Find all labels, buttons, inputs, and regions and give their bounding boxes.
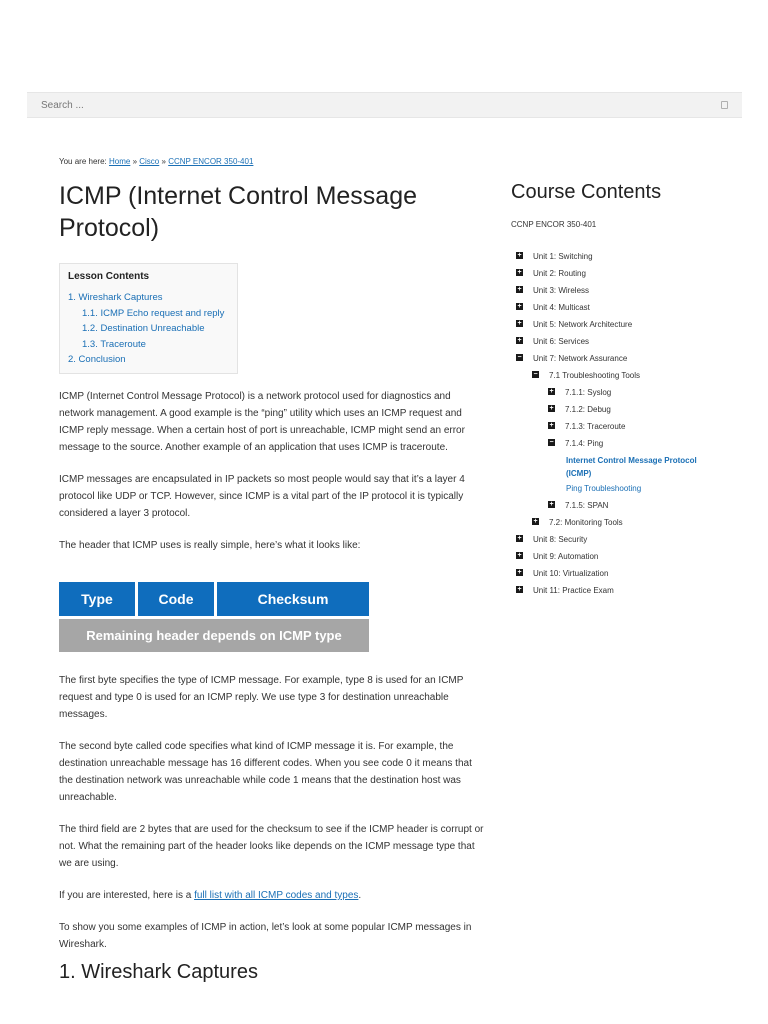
paragraph: The third field are 2 bytes that are used for the checksum to see if the ICMP header is corrupt or not. What the remaining part of the header looks like depends on the ICMP message type that we are using. (59, 824, 484, 869)
tree-traceroute[interactable] (516, 418, 746, 435)
toc-item (68, 337, 229, 353)
tree-unit-2[interactable] (516, 265, 746, 282)
sidebar-title: Course Contents (511, 181, 662, 203)
paragraph: The second byte called code specifies what kind of ICMP message it is. For example, the destination unreachable message has 16 different codes. When you see code 0 it means that the destination network was unreachable while code 1 means that the destination host was unreachable. (59, 741, 472, 803)
toc-link-echo-request-reply[interactable]: 1.1. ICMP Echo request and reply (82, 307, 225, 319)
tree-unit-7[interactable] (516, 350, 746, 367)
paragraph: The header that ICMP uses is really simple, here’s what it looks like: (59, 540, 361, 551)
icmp-codes-link[interactable]: full list with all ICMP codes and types (194, 890, 359, 901)
tree-unit-11[interactable] (516, 582, 746, 599)
minus-icon[interactable]: − (533, 371, 538, 378)
tree-troubleshooting-tools[interactable] (516, 367, 746, 384)
tree-unit-10[interactable] (516, 565, 746, 582)
plus-icon[interactable]: + (517, 586, 522, 593)
tree-unit-6[interactable] (516, 333, 746, 350)
search-bar (27, 92, 742, 118)
plus-icon[interactable]: + (549, 501, 554, 508)
header-field-checksum: Checksum (217, 582, 369, 616)
header-field-remaining: Remaining header depends on ICMP type (59, 619, 369, 652)
tree-label: 7.1 Troubleshooting Tools (549, 371, 641, 380)
paragraph-text: If you are interested, here is a (59, 890, 195, 901)
tree-label: Unit 7: Network Assurance (533, 354, 628, 363)
breadcrumb-prefix: You are here: (59, 157, 107, 166)
breadcrumb-cisco[interactable]: Cisco (139, 157, 160, 166)
toc-link-destination-unreachable[interactable]: 1.2. Destination Unreachable (82, 323, 205, 334)
paragraph: ICMP (Internet Control Message Protocol) is a network protocol used for diagnostics and network management. A good example is the “ping” utility which uses an ICMP request and ICMP reply message. When a certain host of port is unreachable, ICMP might send an error message to the source. Another example of an application that uses ICMP is traceroute. (59, 391, 465, 453)
tree-label: 7.1.3: Traceroute (565, 422, 626, 431)
plus-icon[interactable]: + (517, 252, 522, 259)
paragraph-text: . (358, 890, 362, 901)
minus-icon[interactable]: − (549, 439, 554, 446)
lesson-contents (59, 263, 238, 374)
lesson-link-ping-troubleshooting[interactable]: Ping Troubleshooting (566, 484, 642, 493)
toc-link-wireshark-captures[interactable]: 1. Wireshark Captures (68, 292, 163, 303)
tree-label: Unit 8: Security (533, 535, 588, 544)
tree-ping[interactable] (516, 435, 746, 452)
search-button[interactable] (721, 101, 728, 109)
tree-unit-8[interactable] (516, 531, 746, 548)
plus-icon[interactable]: + (549, 388, 554, 395)
lesson-link-icmp-current[interactable]: Internet Control Message Protocol (ICMP) (566, 456, 697, 478)
paragraph (59, 887, 484, 904)
header-field-type: Type (59, 582, 135, 616)
tree-debug[interactable] (516, 401, 746, 418)
tree-unit-1[interactable] (516, 248, 746, 265)
toc-link-conclusion[interactable]: 2. Conclusion (68, 354, 126, 365)
plus-icon[interactable]: + (517, 552, 522, 559)
tree-syslog[interactable] (516, 384, 746, 401)
breadcrumb-ccnp-encor[interactable]: CCNP ENCOR 350-401 (168, 157, 254, 166)
tree-label: Unit 6: Services (533, 337, 590, 346)
plus-icon[interactable]: + (517, 320, 522, 327)
plus-icon[interactable]: + (517, 535, 522, 542)
tree-label: 7.1.4: Ping (565, 439, 604, 448)
tree-label: Unit 11: Practice Exam (533, 586, 614, 595)
toc-link-traceroute[interactable]: 1.3. Traceroute (82, 338, 146, 350)
plus-icon[interactable]: + (517, 569, 522, 576)
toc-item (68, 306, 229, 322)
icmp-header-diagram (59, 582, 369, 652)
toc-item (68, 290, 229, 306)
plus-icon[interactable]: + (549, 422, 554, 429)
article-body (59, 388, 484, 968)
breadcrumb (59, 157, 253, 166)
tree-label: 7.2: Monitoring Tools (549, 518, 623, 527)
plus-icon[interactable]: + (517, 269, 522, 276)
tree-label: Unit 2: Routing (533, 269, 586, 278)
plus-icon[interactable]: + (549, 405, 554, 412)
course-tree (516, 248, 746, 599)
breadcrumb-separator: » (132, 157, 138, 166)
tree-label: Unit 10: Virtualization (533, 569, 609, 578)
page-title: ICMP (Internet Control Message Protocol) (59, 182, 418, 242)
tree-unit-4[interactable] (516, 299, 746, 316)
tree-lesson-icmp (516, 454, 746, 480)
tree-lesson-ping-troubleshooting (516, 482, 746, 495)
lesson-contents-title: Lesson Contents (68, 271, 150, 282)
tree-unit-9[interactable] (516, 548, 746, 565)
section-heading-wireshark: 1. Wireshark Captures (59, 961, 258, 983)
sidebar-course-name: CCNP ENCOR 350-401 (511, 220, 597, 229)
minus-icon[interactable]: − (517, 354, 522, 361)
toc-item (68, 352, 229, 368)
lesson-contents-list (68, 290, 229, 368)
plus-icon[interactable]: + (517, 337, 522, 344)
breadcrumb-home[interactable]: Home (108, 157, 131, 166)
tree-label: Unit 5: Network Architecture (533, 320, 633, 329)
plus-icon[interactable]: + (533, 518, 538, 525)
tree-label: 7.1.5: SPAN (565, 501, 609, 510)
tree-monitoring-tools[interactable] (516, 514, 746, 531)
paragraph: To show you some examples of ICMP in action, let’s look at some popular ICMP messages in Wireshark. (59, 922, 472, 950)
tree-unit-3[interactable] (516, 282, 746, 299)
tree-span[interactable] (516, 497, 746, 514)
search-input[interactable] (27, 93, 717, 117)
plus-icon[interactable]: + (517, 286, 522, 293)
tree-label: Unit 4: Multicast (533, 303, 590, 312)
plus-icon[interactable]: + (517, 303, 522, 310)
tree-label: Unit 9: Automation (533, 552, 599, 561)
tree-label: Unit 3: Wireless (533, 286, 590, 295)
paragraph: ICMP messages are encapsulated in IP packets so most people would say that it’s a layer 4 protocol like UDP or TCP. However, since ICMP is a vital part of the IP protocol it is typically considered a layer 3 protocol. (59, 474, 465, 519)
tree-label: 7.1.1: Syslog (565, 388, 612, 397)
toc-item (68, 321, 229, 337)
header-field-code: Code (138, 582, 214, 616)
tree-unit-5[interactable] (516, 316, 746, 333)
paragraph: The first byte specifies the type of ICMP message. For example, type 8 is used for an ICMP request and type 0 is used for an ICMP reply. We use type 3 for destination unreachable messages. (59, 675, 464, 720)
tree-label: 7.1.2: Debug (565, 405, 611, 414)
tree-label: Unit 1: Switching (533, 252, 593, 261)
breadcrumb-separator: » (161, 157, 166, 166)
